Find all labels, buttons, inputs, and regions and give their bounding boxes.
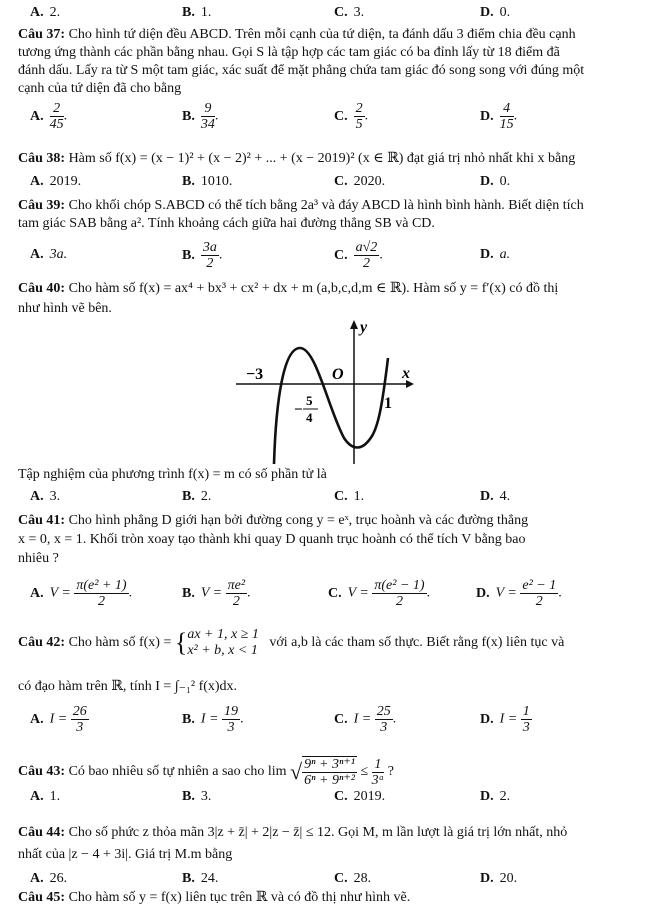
mid-label-num: 5: [306, 393, 313, 408]
y-axis-arrow: [350, 320, 358, 329]
question-40-line-2: như hình vẽ bên.: [18, 301, 112, 316]
sqrt-icon: √: [290, 759, 303, 784]
brace-icon: {: [174, 628, 188, 657]
option-a: A. 3a.: [30, 247, 68, 262]
question-45: Câu 45: Cho hàm số y = f(x) liên tục trên ℝ và có đồ thị như hình vẽ.: [18, 890, 411, 905]
question-38: Câu 38: Hàm số f(x) = (x − 1)² + (x − 2)² + ... + (x − 2019)² (x ∈ ℝ) đạt giá trị nhỏ nhất khi x bằng: [18, 151, 576, 166]
option-b: B. 3.: [182, 789, 212, 804]
option-d: D. 20.: [480, 871, 518, 886]
q37-options: [0, 101, 650, 131]
question-37-line-2: tương ứng thành các phần bằng nhau. Gọi S là tập hợp các tam giác có ba đỉnh lấy từ 18 điểm đã: [18, 45, 560, 60]
option-d: D. 0.: [480, 5, 511, 20]
option-d: D. a.: [480, 247, 511, 262]
x-label: x: [402, 365, 410, 382]
option-c: C. 1.: [334, 489, 365, 504]
option-c: C. 3.: [334, 5, 365, 20]
option-c: C. 28.: [334, 871, 372, 886]
option-a: A. 3.: [30, 489, 61, 504]
option-b: B. $\frac{3a}{2}$ .: [182, 240, 223, 271]
mid-label-den: 4: [306, 410, 313, 425]
option-a: A. 2019.: [30, 174, 82, 189]
question-39-line-1: Câu 39: Cho khối chóp S.ABCD có thể tích bằng 2a³ và đáy ABCD là hình bình hành. Biết diện tích: [18, 198, 584, 213]
question-40-prompt: Tập nghiệm của phương trình f(x) = m có số phần tử là: [18, 467, 327, 482]
origin-label: O: [332, 366, 344, 383]
option-b: B. 1.: [182, 5, 212, 20]
option-d: D. $\frac{4}{15}$ .: [480, 101, 518, 132]
option-a: A. V = $\frac{\text{π(e² + 1)}}{2}$ .: [30, 578, 133, 609]
option-a: A. I = $\frac{26}{3}$: [30, 704, 87, 735]
derivative-graph: [236, 318, 416, 466]
option-b: B. 1010.: [182, 174, 233, 189]
question-37-line-4: cạnh của tứ diện đã cho bằng: [18, 81, 182, 96]
question-37-line-3: đánh dấu. Lấy ra từ S một tam giác, xác suất để mặt phẳng chứa tam giác đó song song với đúng một: [18, 63, 585, 78]
option-a: A. 26.: [30, 871, 68, 886]
option-c: C. I = $\frac{25}{3}$ .: [334, 704, 397, 735]
option-c: C. 2019.: [334, 789, 386, 804]
q43-options: [0, 788, 650, 818]
question-41-line-3: nhiêu ?: [18, 551, 59, 566]
option-a: A. 1.: [30, 789, 61, 804]
option-c: C. $\frac{a√2}{2}$ .: [334, 240, 383, 271]
option-d: D. 4.: [480, 489, 511, 504]
option-b: B. I = $\frac{19}{3}$ .: [182, 704, 244, 735]
question-43: Câu 43: Có bao nhiêu số tự nhiên a sao cho lim √ $\frac{\text{9ⁿ + 3ⁿ⁺¹}}{\text{6ⁿ + 9ⁿ⁺²}}$ ≤ $\frac{1}{\text{3ᵃ}}$ ?: [18, 756, 394, 788]
option-b: B. V = $\frac{\text{πe²}}{2}$ .: [182, 578, 251, 609]
option-b: B. $\frac{9}{34}$ .: [182, 101, 219, 132]
option-a: A. $\frac{2}{45}$ .: [30, 101, 68, 132]
option-c: C. 2020.: [334, 174, 386, 189]
question-41-line-2: x = 0, x = 1. Khối tròn xoay tạo thành khi quay D quanh trục hoành có thể tích V bằng bao: [18, 532, 526, 547]
root-label-right: 1: [384, 395, 392, 412]
question-39-line-2: tam giác SAB bằng a². Tính khoảng cách giữa hai đường thẳng SB và CD.: [18, 216, 435, 231]
q42-options: [0, 704, 650, 734]
question-41-line-1: Câu 41: Cho hình phẳng D giới hạn bởi đường cong y = eˣ, trục hoành và các đường thẳng: [18, 513, 529, 528]
option-a: A. 2.: [30, 5, 61, 20]
question-42-line-1: Câu 42: Cho hàm số f(x) = { ax + 1, x ≥ 1 x² + b, x < 1 với a,b là các tham số thực. Biết rằng f(x) liên tục và: [18, 627, 565, 658]
question-37-line-1: Câu 37: Cho hình tứ diện đều ABCD. Trên mỗi cạnh của tứ diện, ta đánh dấu 3 điểm chia đều cạnh: [18, 27, 576, 42]
option-c: C. $\frac{2}{5}$ .: [334, 101, 369, 132]
mid-label-sign: −: [294, 402, 303, 418]
question-44-line-2: nhất của |z − 4 + 3i|. Giá trị M.m bằng: [18, 847, 233, 862]
option-c: C. V = $\frac{\text{π(e² − 1)}}{2}$ .: [328, 578, 431, 609]
option-d: D. V = $\frac{\text{e² − 1}}{2}$ .: [476, 578, 562, 609]
question-44-line-1: Câu 44: Cho số phức z thỏa mãn 3|z + z̄| + 2|z − z̄| ≤ 12. Gọi M, m lần lượt là giá trị lớn nhất, nhỏ: [18, 825, 568, 840]
q41-options: [0, 578, 650, 608]
derivative-curve: [274, 348, 388, 464]
y-label: y: [360, 319, 368, 336]
option-d: D. 2.: [480, 789, 511, 804]
question-40-line-1: Câu 40: Cho hàm số f(x) = ax⁴ + bx³ + cx² + dx + m (a,b,c,d,m ∈ ℝ). Hàm số y = f′(x) có đồ thị: [18, 281, 559, 296]
root-label-left: −3: [246, 366, 264, 383]
option-b: B. 2.: [182, 489, 212, 504]
question-42-line-2: có đạo hàm trên ℝ, tính I = ∫₋₁² f(x)dx.: [18, 679, 238, 694]
option-d: D. I = $\frac{1}{3}$: [480, 704, 530, 735]
q39-options: [0, 240, 650, 270]
option-b: B. 24.: [182, 871, 219, 886]
option-d: D. 0.: [480, 174, 511, 189]
